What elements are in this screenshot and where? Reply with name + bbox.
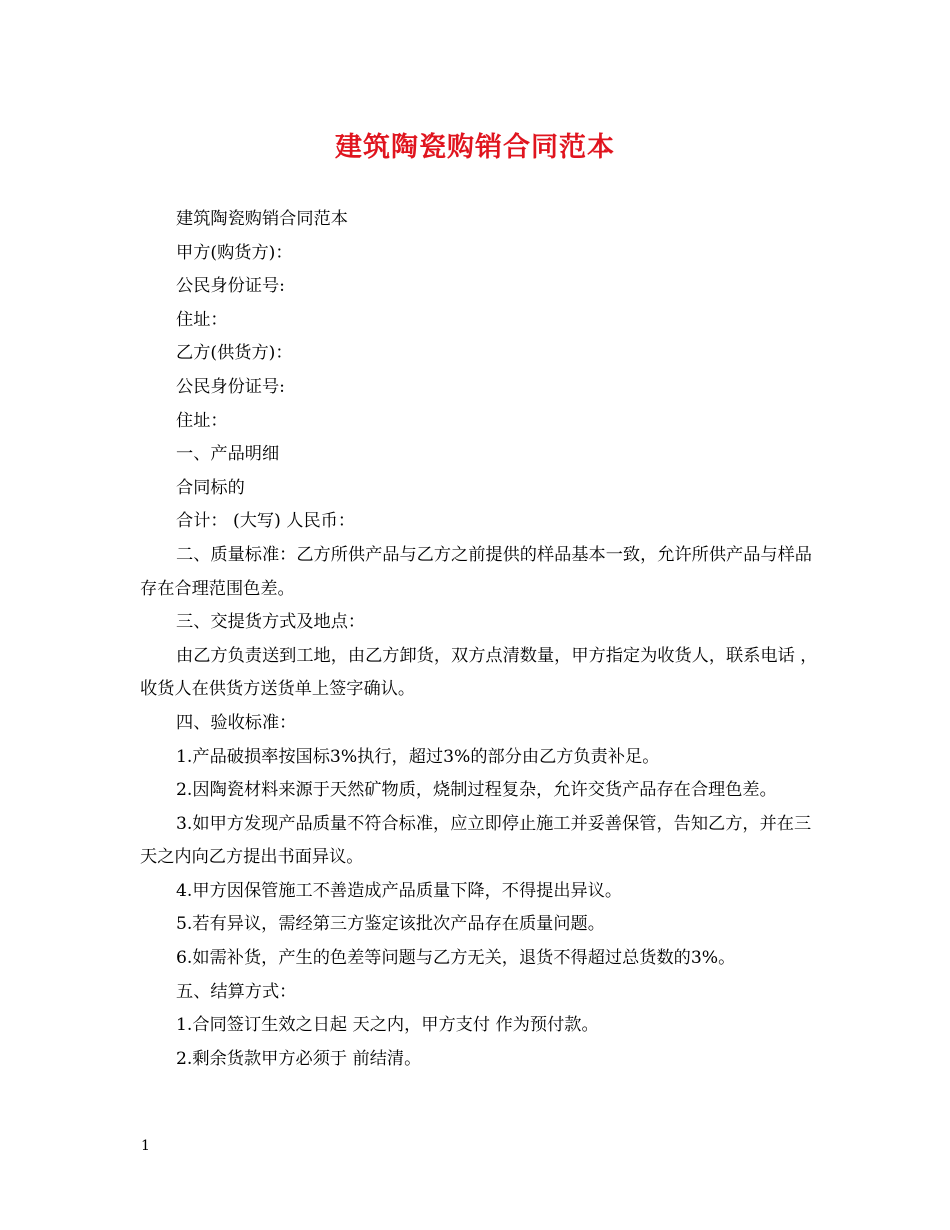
- acceptance-item-5: 5.若有异议，需经第三方鉴定该批次产品存在质量问题。: [176, 914, 605, 935]
- document-body: [140, 203, 820, 1076]
- acceptance-item-4: 4.甲方因保管施工不善造成产品质量下降，不得提出异议。: [176, 880, 623, 901]
- paragraph-party-b: 乙方(供货方)：: [176, 343, 293, 364]
- acceptance-item-1: 1.产品破损率按国标3%执行，超过3%的部分由乙方负责补足。: [176, 746, 660, 767]
- page-number: 1: [141, 1138, 150, 1154]
- paragraph-total: 合计： (大写) 人民币：: [176, 511, 356, 532]
- acceptance-item-2: 2.因陶瓷材料来源于天然矿物质，烧制过程复杂，允许交货产品存在合理色差。: [176, 780, 777, 801]
- paragraph-party-b-id: 公民身份证号:: [176, 376, 285, 397]
- paragraph-party-b-address: 住址：: [176, 410, 228, 431]
- section-product-details: 一、产品明细: [176, 444, 280, 465]
- section-quality-standard: 二、质量标准：乙方所供产品与乙方之前提供的样品基本一致，允许所供产品与样品存在合理范围色差。: [140, 544, 812, 599]
- acceptance-item-3: 3.如甲方发现产品质量不符合标准，应立即停止施工并妥善保管，告知乙方，并在三天之内向乙方提出书面异议。: [140, 813, 812, 868]
- paragraph-party-a: 甲方(购货方)：: [176, 242, 293, 263]
- paragraph-party-a-address: 住址：: [176, 309, 228, 330]
- section-delivery: 三、交提货方式及地点：: [176, 612, 366, 633]
- section-acceptance: 四、验收标准：: [176, 712, 297, 733]
- paragraph-party-a-id: 公民身份证号:: [176, 276, 285, 297]
- acceptance-item-6: 6.如需补货，产生的色差等问题与乙方无关，退货不得超过总货数的3%。: [176, 948, 736, 969]
- section-settlement: 五、结算方式：: [176, 981, 297, 1002]
- settlement-item-2: 2.剩余货款甲方必须于 前结清。: [176, 1048, 422, 1069]
- document-title: 建筑陶瓷购销合同范本: [335, 132, 615, 163]
- paragraph-heading: 建筑陶瓷购销合同范本: [176, 209, 348, 229]
- paragraph-contract-subject: 合同标的: [176, 477, 245, 498]
- settlement-item-1: 1.合同签订生效之日起 天之内，甲方支付 作为预付款。: [176, 1015, 599, 1036]
- paragraph-delivery-detail: 由乙方负责送到工地，由乙方卸货，双方点清数量，甲方指定为收货人，联系电话 ，收货人在供货方送货单上签字确认。: [140, 645, 818, 700]
